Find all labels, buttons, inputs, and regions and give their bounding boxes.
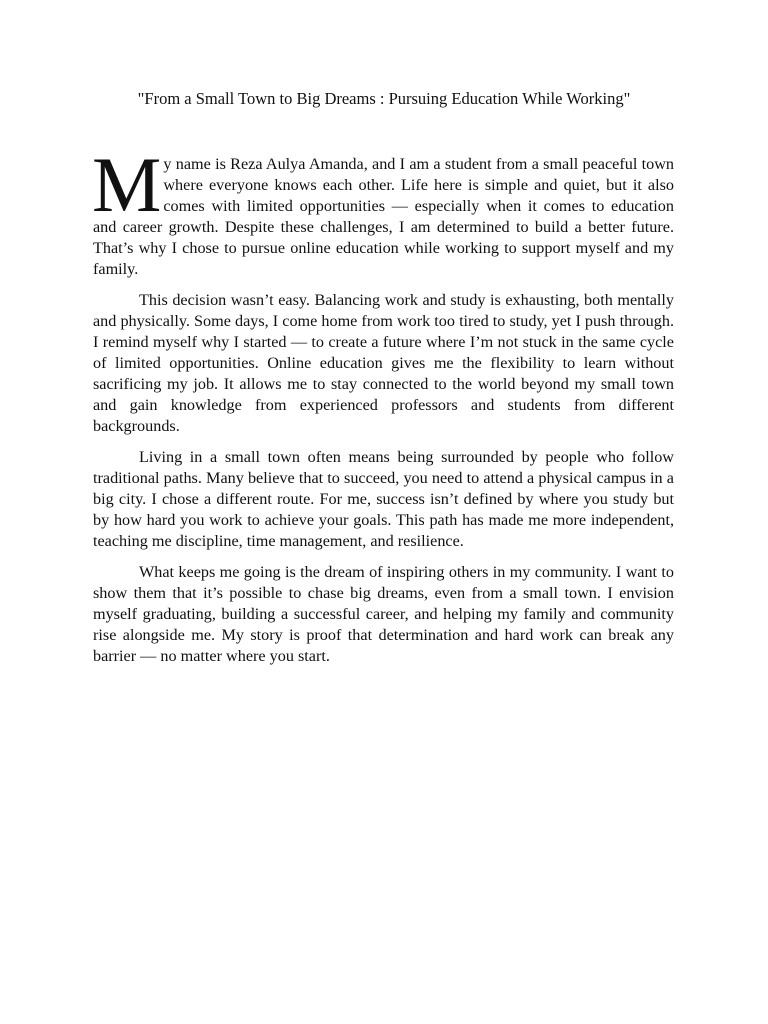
drop-cap: M — [92, 141, 162, 228]
document-body — [92, 141, 674, 677]
paragraph-4: What keeps me going is the dream of inspiring others in my community. I want to show them that it’s possible to chase big dreams, even from a small town. I envision myself graduating, building a successful career, and helping my family and community rise alongside me. My story is proof that determination and hard work can break any barrier — no matter where you start. — [93, 563, 674, 665]
paragraph-1-text: y name is Reza Aulya Amanda, and I am a student from a small peaceful town where everyone knows each other. Life here is simple and quiet, but it also comes with limited opportunities — especially when it comes to education and career growth. Despite these challenges, I am determined to build a better future. That’s why I chose to pursue online education while working to support myself and my family. — [93, 155, 674, 278]
paragraph-2: This decision wasn’t easy. Balancing work and study is exhausting, both mentally and physically. Some days, I come home from work too tired to study, yet I push through. I remind myself why I started — to create a future where I’m not stuck in the same cycle of limited opportunities. Online education gives me the flexibility to learn without sacrificing my job. It allows me to stay connected to the world beyond my small town and gain knowledge from experienced professors and students from different backgrounds. — [93, 291, 674, 435]
document-title: "From a Small Town to Big Dreams : Pursuing Education While Working" — [137, 89, 631, 108]
paragraph-1 — [92, 141, 674, 280]
paragraph-3: Living in a small town often means being surrounded by people who follow traditional paths. Many believe that to succeed, you need to attend a physical campus in a big city. I chose a different route. For me, success isn’t defined by where you study but by how hard you work to achieve your goals. This path has made me more independent, teaching me discipline, time management, and resilience. — [93, 448, 674, 550]
